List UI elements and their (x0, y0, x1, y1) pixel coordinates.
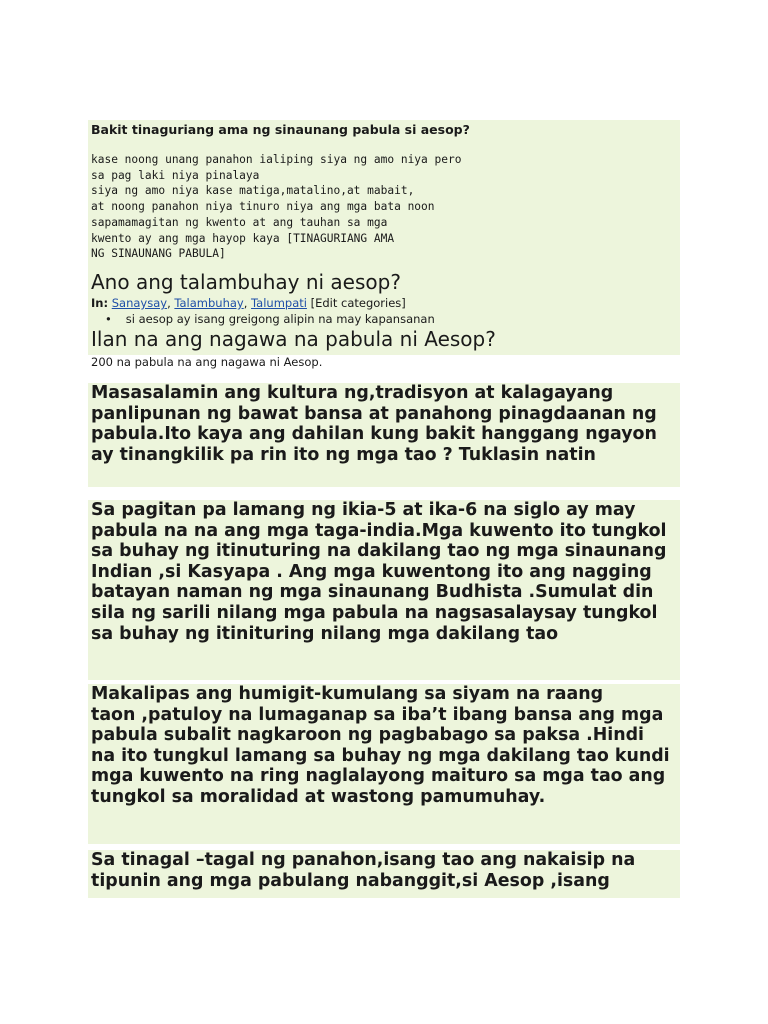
paragraph-line: Masasalamin ang kultura ng,tradisyon at kalagayang (91, 383, 614, 403)
answer-line: NG SINAUNANG PABULA] (91, 247, 226, 261)
paragraph-line: Sa tinagal –tagal ng panahon,isang tao ang nakaisip na (91, 850, 636, 870)
category-link-talumpati[interactable]: Talumpati (251, 296, 307, 310)
category-line: In: Sanaysay, Talambuhay, Talumpati [Edit categories] (91, 296, 406, 310)
paragraph-line: batayan naman ng mga sinaunang Budhista .Sumulat din (91, 582, 654, 603)
question-1-block (88, 120, 680, 280)
answer-line: at noong panahon niya tinuro niya ang mga bata noon (91, 200, 435, 214)
paragraph-line: tungkol sa moralidad at wastong pamumuhay. (91, 786, 546, 807)
question-2-block (88, 270, 680, 327)
paragraph-line: pabula na na ang mga taga-india.Mga kuwento ito tungkol (91, 520, 667, 541)
answer-line: sa pag laki niya pinalaya (91, 168, 260, 182)
question-3-block (88, 327, 680, 355)
paragraph-2 (88, 500, 680, 680)
paragraph-line: Sa pagitan pa lamang ng ikia-5 at ika-6 na siglo ay may (91, 500, 636, 520)
category-link-talambuhay[interactable]: Talambuhay (174, 296, 244, 310)
bullet-item (105, 312, 680, 327)
in-label: In: (91, 296, 109, 310)
question-3-title: Ilan na ang nagawa na pabula ni Aesop? (91, 327, 496, 351)
answer-line: kwento ay ang mga hayop kaya [TINAGURIANG AMA (91, 231, 395, 245)
paragraph-line: na ito tungkul lamang sa buhay ng mga dakilang tao kundi (91, 745, 670, 766)
paragraph-line: pabula.Ito kaya ang dahilan kung bakit hanggang ngayon (91, 424, 657, 445)
paragraph-line: sila ng sarili nilang mga pabula na nagsasalaysay tungkol (91, 602, 658, 623)
paragraph-line: Indian ,si Kasyapa . Ang mga kuwentong ito ang nagging (91, 561, 652, 582)
paragraph-line: sa buhay ng itinituring nilang mga dakilang tao (91, 623, 559, 644)
paragraph-line: Makalipas ang humigit-kumulang sa siyam na raang (91, 684, 604, 704)
question-3-answer: 200 na pabula na ang nagawa ni Aesop. (91, 355, 323, 369)
answer-line: kase noong unang panahon ialiping siya ng amo niya pero (91, 153, 462, 166)
paragraph-line: ay tinangkilik pa rin ito ng mga tao ? Tuklasin natin (91, 444, 596, 465)
bullet-text: si aesop ay isang greigong alipin na may kapansanan (125, 312, 435, 326)
edit-categories-link[interactable]: [Edit categories] (310, 296, 406, 310)
paragraph-line: panlipunan ng bawat bansa at panahong pinagdaanan ng (91, 403, 657, 424)
answer-line: siya ng amo niya kase matiga,matalino,at mabait, (91, 184, 415, 198)
paragraph-line: mga kuwento na ring naglalayong maituro sa mga tao ang (91, 766, 666, 787)
question-2-title: Ano ang talambuhay ni aesop? (91, 270, 401, 294)
paragraph-3 (88, 684, 680, 844)
paragraph-line: tipunin ang mga pabulang nabanggit,si Aesop ,isang (91, 870, 610, 891)
paragraph-line: sa buhay ng itinuturing na dakilang tao ng mga sinaunang (91, 541, 667, 562)
question-1-answer (91, 152, 680, 262)
paragraph-line: pabula subalit nagkaroon ng pagbabago sa paksa .Hindi (91, 725, 645, 746)
paragraph-line: taon ,patuloy na lumaganap sa iba’t ibang bansa ang mga (91, 704, 664, 725)
question-1-title: Bakit tinaguriang ama ng sinaunang pabula si aesop? (91, 122, 470, 137)
category-link-sanaysay[interactable]: Sanaysay (111, 296, 168, 310)
paragraph-1 (88, 383, 680, 487)
answer-line: sapamamagitan ng kwento at ang tauhan sa mga (91, 215, 388, 229)
paragraph-4 (88, 850, 680, 898)
